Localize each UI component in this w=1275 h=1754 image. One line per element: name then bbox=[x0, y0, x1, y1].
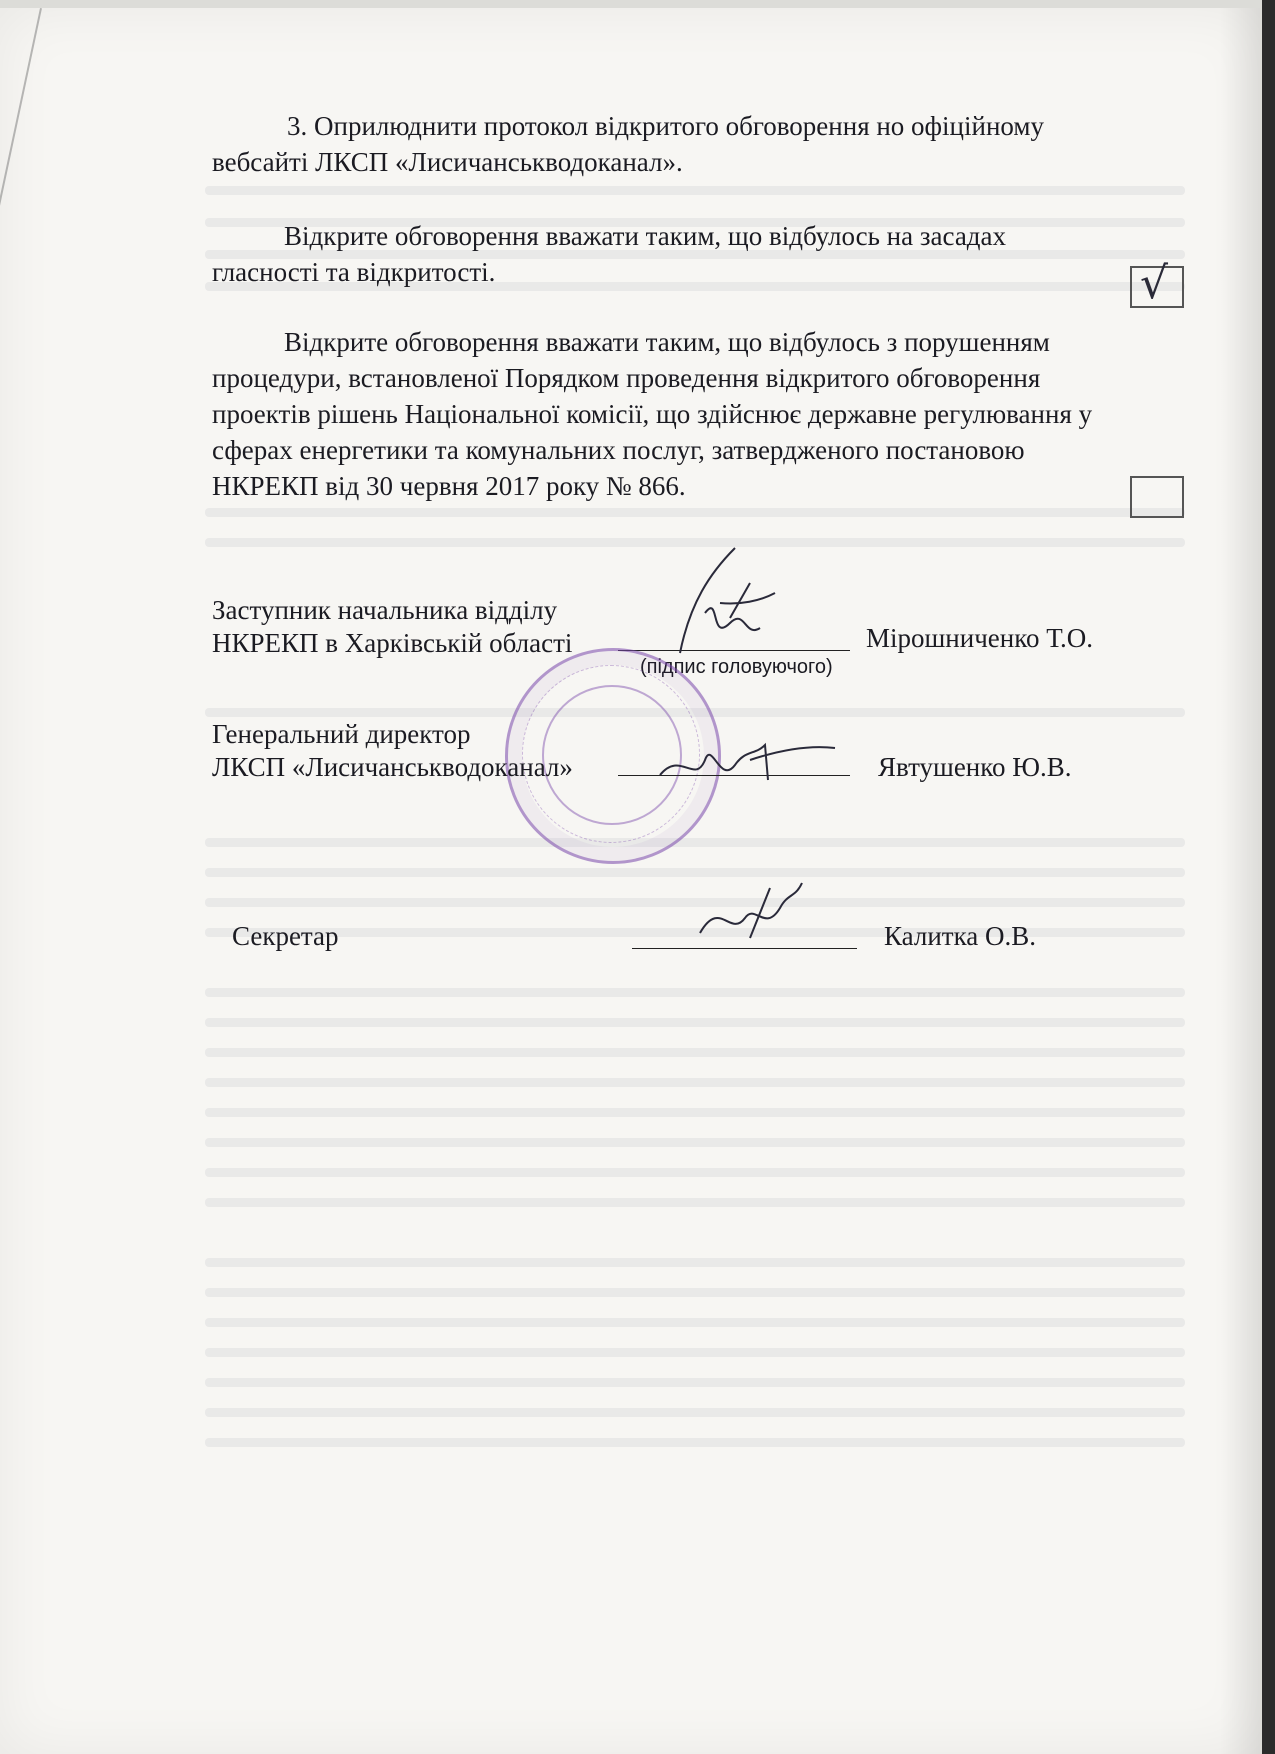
fold-line bbox=[0, 8, 42, 321]
bleed-through-line bbox=[205, 988, 1185, 997]
text-line: гласності та відкритості. bbox=[212, 257, 496, 287]
bleed-through-line bbox=[205, 1108, 1185, 1117]
bleed-through-line bbox=[205, 838, 1185, 847]
director-handwritten-signature bbox=[650, 730, 840, 790]
text-line: Відкрите обговорення вважати таким, що відбулось з порушенням bbox=[284, 327, 1050, 357]
bleed-through-line bbox=[205, 1138, 1185, 1147]
secretary-title: Секретар bbox=[232, 921, 339, 951]
page-shadow bbox=[1220, 8, 1260, 1754]
deputy-name: Мірошниченко Т.О. bbox=[866, 623, 1093, 653]
text-line: вебсайті ЛКСП «Лисичанськводоканал». bbox=[212, 147, 683, 177]
secretary-name: Калитка О.В. bbox=[884, 921, 1037, 951]
text-line: проектів рішень Національної комісії, що здійснює державне регулювання у bbox=[212, 399, 1093, 429]
bleed-through-line bbox=[205, 868, 1185, 877]
bleed-through-line bbox=[205, 1348, 1185, 1357]
bleed-through-line bbox=[205, 1198, 1185, 1207]
text-line: процедури, встановленої Порядком проведення відкритого обговорення bbox=[212, 363, 1041, 393]
paragraph-transparency bbox=[212, 218, 1187, 290]
secretary-handwritten-signature bbox=[690, 878, 810, 948]
signature-line bbox=[632, 948, 857, 949]
paragraph-procedure-violation bbox=[212, 324, 1187, 504]
bleed-through-line bbox=[205, 1438, 1185, 1447]
bleed-through-line bbox=[205, 1318, 1185, 1327]
text-line: Відкрите обговорення вважати таким, що відбулось на засадах bbox=[284, 221, 1007, 251]
bleed-through-line bbox=[205, 508, 1185, 517]
text-line: НКРЕКП від 30 червня 2017 року № 866. bbox=[212, 471, 686, 501]
bleed-through-line bbox=[205, 1288, 1185, 1297]
check-mark-icon: √ bbox=[1140, 258, 1169, 309]
bleed-through-line bbox=[205, 1078, 1185, 1087]
signature-caption: (підпис головуючого) bbox=[640, 656, 833, 678]
bleed-through-line bbox=[205, 1168, 1185, 1177]
deputy-handwritten-signature bbox=[650, 543, 790, 668]
deputy-title: Заступник начальника відділу НКРЕКП в Харківській області bbox=[212, 595, 573, 658]
bleed-through-line bbox=[205, 186, 1185, 195]
text-line: 3. Оприлюднити протокол відкритого обговорення но офіційному bbox=[287, 111, 1044, 141]
scan-edge-strip bbox=[1262, 0, 1275, 1754]
checkbox-violation bbox=[1130, 476, 1184, 518]
director-name: Явтушенко Ю.В. bbox=[878, 752, 1072, 782]
bleed-through-line bbox=[205, 1408, 1185, 1417]
bleed-through-line bbox=[205, 1378, 1185, 1387]
paragraph-publish-protocol bbox=[212, 108, 1187, 180]
director-title: Генеральний директор ЛКСП «Лисичанськводоканал» bbox=[212, 719, 573, 782]
bleed-through-line bbox=[205, 1048, 1185, 1057]
document-page bbox=[0, 8, 1260, 1754]
text-line: сферах енергетики та комунальних послуг, затвердженого постановою bbox=[212, 435, 1025, 465]
bleed-through-line bbox=[205, 1018, 1185, 1027]
bleed-through-line bbox=[205, 1258, 1185, 1267]
